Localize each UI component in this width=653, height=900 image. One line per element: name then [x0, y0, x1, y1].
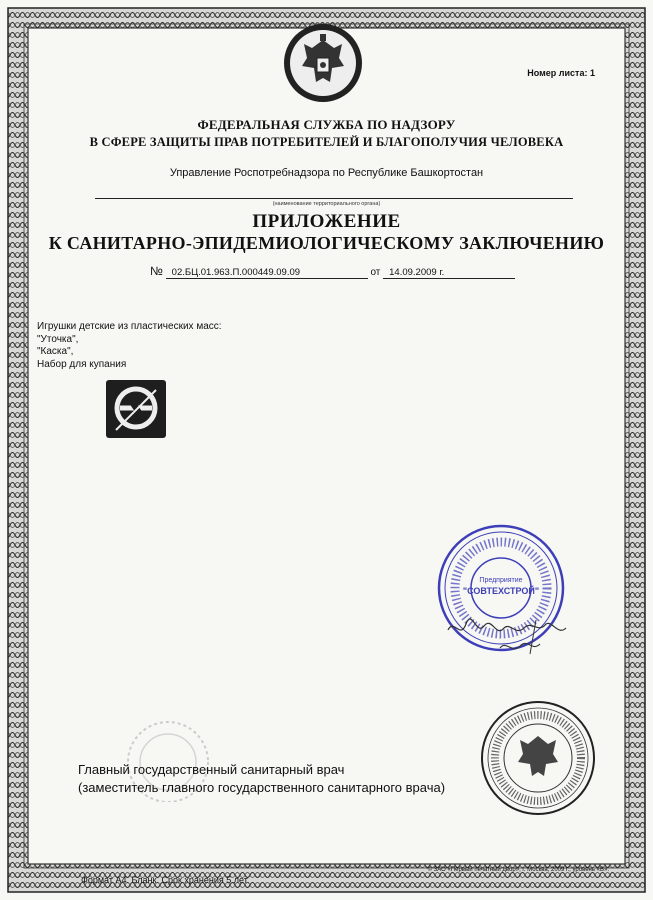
agency-name-line2: В СФЕРЕ ЗАЩИТЫ ПРАВ ПОТРЕБИТЕЛЕЙ И БЛАГОПОЛУЧИЯ ЧЕЛОВЕКА	[89, 135, 564, 149]
sheet-number: Номер листа: 1	[527, 68, 595, 78]
products-list	[37, 321, 222, 371]
footer-format: Формат А4. Бланк. Срок хранения 5 лет.	[81, 875, 250, 885]
stamp-small-text: Предприятие	[479, 577, 523, 584]
product-line: Набор для купания	[37, 358, 127, 370]
footer-publisher: © ЗАО «Первый печатный двор», г. Москва, 2009 г., уровень «В».	[427, 867, 609, 873]
product-line: "Уточка",	[37, 333, 79, 345]
document-title-line1: ПРИЛОЖЕНИЕ	[252, 211, 401, 232]
date-label: от	[370, 267, 381, 278]
stamp-company-name: "СОВТЕХСТРОЙ"	[462, 586, 540, 596]
chief-doctor-title: Главный государственный санитарный врач	[78, 762, 345, 777]
handwritten-signature	[440, 610, 580, 660]
department-name: Управление Роспотребнадзора по Республике Башкортостан	[169, 167, 484, 179]
number-label: №	[150, 264, 163, 278]
chief-doctor-deputy: (заместитель главного государственного санитарного врача)	[78, 780, 446, 795]
document-number-row	[150, 264, 515, 279]
product-line: Игрушки детские из пластических масс:	[37, 321, 222, 332]
coat-of-arms-icon	[282, 22, 364, 104]
agency-name-line1: ФЕДЕРАЛЬНАЯ СЛУЖБА ПО НАДЗОРУ	[197, 117, 456, 132]
product-line: "Каска",	[37, 346, 74, 357]
certification-mark-icon	[106, 380, 166, 438]
department-underline	[95, 198, 573, 199]
document-title-line2: К САНИТАРНО-ЭПИДЕМИОЛОГИЧЕСКОМУ ЗАКЛЮЧЕНИЮ	[48, 233, 605, 253]
official-seal-icon	[478, 698, 598, 818]
document-date: 14.09.2009 г.	[383, 267, 515, 279]
document-number: 02.БЦ.01.963.П.000449.09.09	[166, 267, 368, 279]
department-caption: (наименование территориального органа)	[272, 201, 381, 207]
